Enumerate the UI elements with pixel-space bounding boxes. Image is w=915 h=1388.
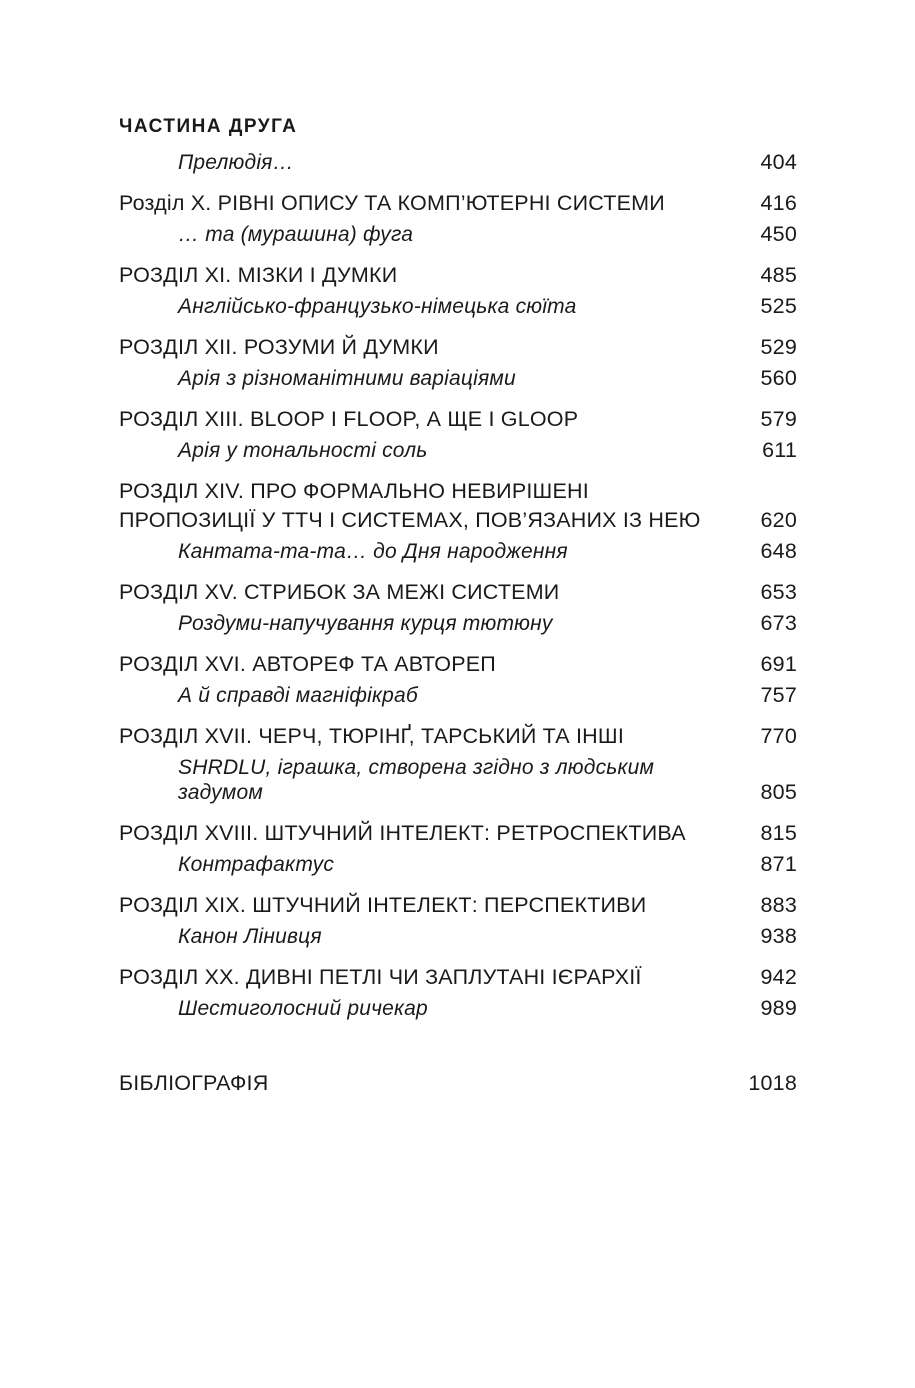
toc-entry-page: 611 <box>762 438 797 462</box>
toc-entry-title: Роздуми-напучування курця тютюну <box>178 612 553 635</box>
toc-entry-interlude[interactable] <box>119 536 797 567</box>
toc-entry-page: 579 <box>760 407 797 431</box>
toc-entry-title: Розділ X. РІВНІ ОПИСУ ТА КОМП’ЮТЕРНІ СИСТЕМИ <box>119 191 665 215</box>
toc-entry-page: 805 <box>760 780 797 804</box>
toc-entry-title: РОЗДІЛ XX. ДИВНІ ПЕТЛІ ЧИ ЗАПЛУТАНІ ІЄРАРХІЇ <box>119 965 642 989</box>
toc-entry-page: 450 <box>760 222 797 246</box>
toc-entry-interlude[interactable] <box>119 752 797 808</box>
toc-group-chapter-13 <box>119 404 797 466</box>
toc-group-chapter-19 <box>119 890 797 952</box>
toc-entry-page: 653 <box>760 580 797 604</box>
toc-group-chapter-18 <box>119 818 797 880</box>
toc-entry-chapter[interactable] <box>119 332 797 363</box>
toc-entry-title: РОЗДІЛ XIX. ШТУЧНИЙ ІНТЕЛЕКТ: ПЕРСПЕКТИВИ <box>119 893 647 917</box>
toc-group-chapter-20 <box>119 962 797 1024</box>
toc-entry-bibliography[interactable] <box>119 1068 797 1099</box>
toc-entry-title: РОЗДІЛ XIII. BLOOP І FLOOP, А ЩЕ І GLOOP <box>119 407 579 431</box>
toc-entry-page: 648 <box>760 539 797 563</box>
toc-group-chapter-15 <box>119 577 797 639</box>
toc-entry-page: 770 <box>760 724 797 748</box>
toc-entry-title: Шестиголосний ричекар <box>178 997 428 1020</box>
toc-entry-title: Контрафактус <box>178 853 335 876</box>
toc-entry-interlude[interactable] <box>119 435 797 466</box>
toc-entry-title: Англійсько-французько-німецька сюїта <box>178 295 577 318</box>
toc-entry-title: РОЗДІЛ XV. СТРИБОК ЗА МЕЖІ СИСТЕМИ <box>119 580 560 604</box>
toc-group-chapter-12 <box>119 332 797 394</box>
toc-entry-page: 529 <box>760 335 797 359</box>
toc-entry-interlude[interactable] <box>119 608 797 639</box>
toc-entry-title: РОЗДІЛ XVIII. ШТУЧНИЙ ІНТЕЛЕКТ: РЕТРОСПЕКТИВА <box>119 821 686 845</box>
toc-entry-prelude[interactable] <box>119 147 797 178</box>
toc-entry-interlude[interactable] <box>119 291 797 322</box>
toc-entry-page: 883 <box>760 893 797 917</box>
toc-entry-title: РОЗДІЛ XI. МІЗКИ І ДУМКИ <box>119 263 398 287</box>
toc-entry-title: … та (мурашина) фуга <box>178 223 414 246</box>
toc-entry-title: БІБЛІОГРАФІЯ <box>119 1071 269 1095</box>
toc-group-chapter-14 <box>119 476 797 567</box>
toc-entry-interlude[interactable] <box>119 219 797 250</box>
toc-entry-chapter[interactable] <box>119 260 797 291</box>
toc-entry-title: РОЗДІЛ XII. РОЗУМИ Й ДУМКИ <box>119 335 439 359</box>
toc-entry-title: Арія у тональності соль <box>178 439 428 462</box>
toc-entry-title: РОЗДІЛ XVI. АВТОРЕФ ТА АВТОРЕП <box>119 652 496 676</box>
toc-entry-page: 989 <box>760 996 797 1020</box>
toc-entry-interlude[interactable] <box>119 921 797 952</box>
toc-entry-chapter[interactable] <box>119 721 797 752</box>
toc-entry-chapter[interactable] <box>119 404 797 435</box>
toc-entry-interlude[interactable] <box>119 993 797 1024</box>
toc-entry-interlude[interactable] <box>119 680 797 711</box>
toc-entry-interlude[interactable] <box>119 849 797 880</box>
toc-group-prelude <box>119 147 797 178</box>
toc-entry-chapter[interactable] <box>119 476 797 536</box>
toc-entry-title: РОЗДІЛ XVII. ЧЕРЧ, ТЮРІНҐ, ТАРСЬКИЙ ТА ІНШІ <box>119 724 624 748</box>
toc-entry-title: Прелюдія… <box>178 151 294 174</box>
toc-entry-page: 416 <box>760 191 797 215</box>
toc-entry-title: Кантата-та-та… до Дня народження <box>178 540 568 563</box>
section-spacer <box>119 1034 797 1068</box>
toc-entry-page: 691 <box>760 652 797 676</box>
toc-entry-title: SHRDLU, іграшка, створена згідно з людським задумом <box>178 756 655 804</box>
toc-entry-title: Арія з різноманітними варіаціями <box>178 367 516 390</box>
toc-entry-page: 485 <box>760 263 797 287</box>
toc-entry-chapter[interactable] <box>119 962 797 993</box>
toc-entry-page: 815 <box>760 821 797 845</box>
toc-entry-page: 942 <box>760 965 797 989</box>
toc-entry-chapter[interactable] <box>119 818 797 849</box>
toc-entry-chapter[interactable] <box>119 649 797 680</box>
toc-entry-page: 757 <box>760 683 797 707</box>
toc-entry-page: 1018 <box>748 1071 797 1095</box>
toc-entry-title: Канон Лінивця <box>178 925 322 948</box>
toc-group-chapter-10 <box>119 188 797 250</box>
toc-entry-chapter[interactable] <box>119 188 797 219</box>
toc-entry-page: 404 <box>760 150 797 174</box>
toc-entry-interlude[interactable] <box>119 363 797 394</box>
toc-group-chapter-11 <box>119 260 797 322</box>
toc-entry-page: 871 <box>760 852 797 876</box>
toc-entry-chapter[interactable] <box>119 890 797 921</box>
toc-entry-chapter[interactable] <box>119 577 797 608</box>
toc-entry-title: РОЗДІЛ XIV. ПРО ФОРМАЛЬНО НЕВИРІШЕНІ ПРОПОЗИЦІЇ У ТТЧ І СИСТЕМАХ, ПОВ’ЯЗАНИХ ІЗ НЕЮ <box>119 479 701 532</box>
toc-entry-page: 938 <box>760 924 797 948</box>
toc-entry-page: 560 <box>760 366 797 390</box>
part-title: ЧАСТИНА ДРУГА <box>119 116 298 137</box>
toc-entry-page: 525 <box>760 294 797 318</box>
toc-entry-title: А й справді магніфікраб <box>178 684 418 707</box>
table-of-contents <box>119 112 797 1099</box>
toc-group-chapter-17 <box>119 721 797 808</box>
toc-entry-page: 673 <box>760 611 797 635</box>
toc-entry-page: 620 <box>760 508 797 532</box>
toc-group-chapter-16 <box>119 649 797 711</box>
